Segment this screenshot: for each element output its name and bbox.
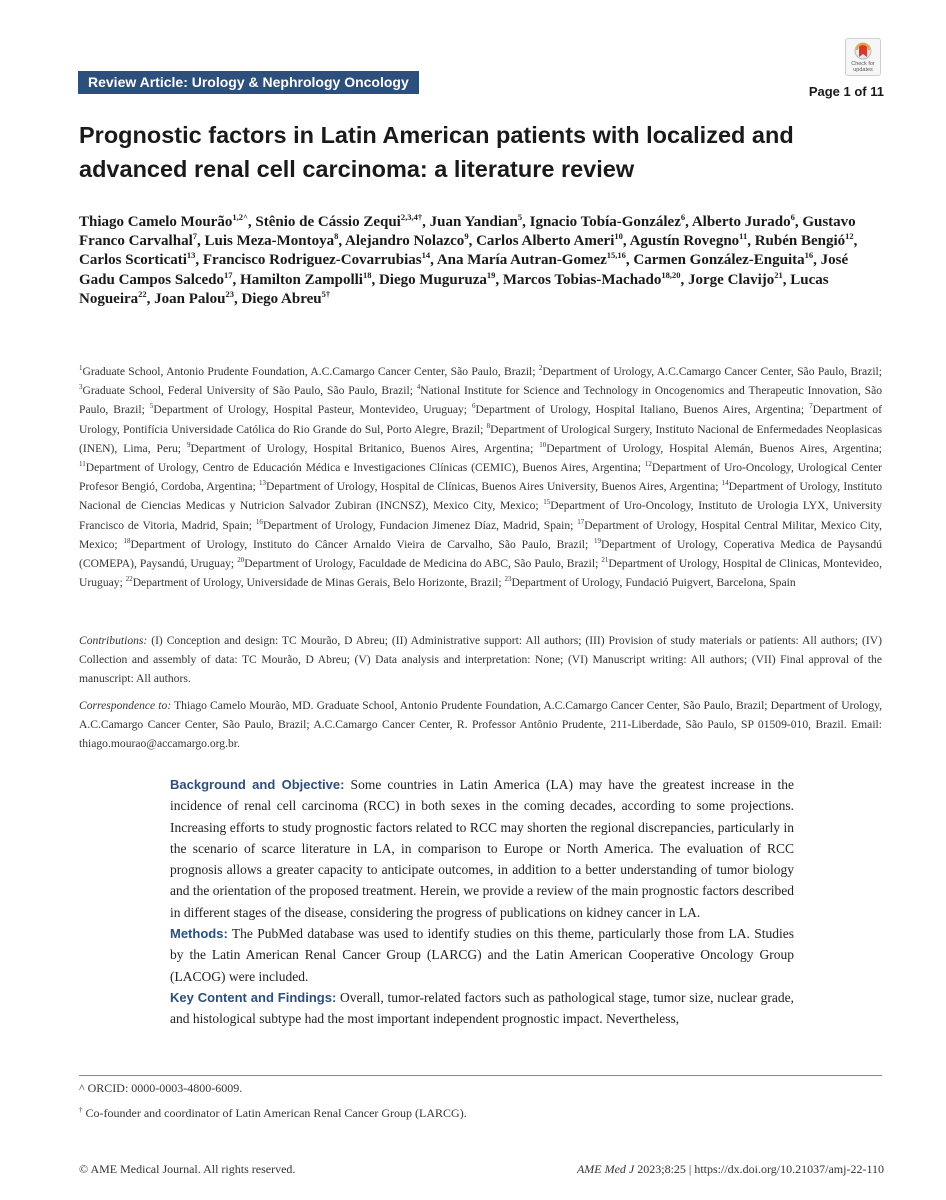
affiliation-text: Department of Urology, Hospital Alemán, Buenos Aires, Argentina; — [546, 441, 883, 455]
affiliation-text: Department of Urology, Pontifícia Universidade Católica do Rio Grande do Sul, Porto Alegre, Brazil; — [79, 403, 882, 436]
author-affiliation-marker: 22 — [138, 288, 147, 299]
affiliation-number: 12 — [644, 460, 652, 469]
author-name: Juan Yandian — [429, 214, 518, 230]
affiliation-number: 10 — [539, 440, 547, 449]
article-title: Prognostic factors in Latin American patients with localized and advanced renal cell carcinoma: a literature review — [79, 122, 794, 182]
abstract-methods — [170, 923, 794, 987]
author-affiliation-marker: 14 — [421, 250, 431, 261]
contributions — [79, 631, 882, 689]
methods-heading: Methods: — [170, 926, 228, 942]
author-name: Diego Muguruza — [378, 271, 487, 288]
author-affiliation-marker: 18 — [362, 269, 372, 280]
affiliation-text: Department of Urology, Instituto do Câncer Arnaldo Vieira de Carvalho, São Paulo, Brazil; — [130, 537, 595, 551]
author-name: Alberto Jurado — [691, 214, 791, 230]
check-for-updates-badge[interactable] — [845, 38, 881, 76]
check-for-updates-label: Check for updates — [851, 61, 875, 73]
affiliation-number: 3 — [79, 383, 83, 392]
bookmark-check-icon — [854, 42, 872, 60]
affiliation-text: Department of Urology, Fundació Puigvert, Barcelona, Spain — [511, 576, 796, 590]
affiliation-number: 13 — [258, 479, 266, 488]
abstract — [170, 774, 794, 1030]
affiliation-number: 23 — [504, 575, 512, 584]
author-name: Carlos Scorticati — [79, 252, 187, 269]
author-list: Thiago Camelo Mourão$^{1,2\^{}}$, Stênio de Cássio Zequi$^{2,3,4\dagger}$, Juan Yandian$^5$, Ignacio Tobía-González$^6$, Alberto Jurado$^6$, Gustavo Franco Carvalhal$^7$, Luis Meza-Montoya$^8$, Alejandro Nolazco$^9$, Carlos Alberto Ameri$^{10}$, Agustín Rovegno$^{11}$, Rubén Bengió$^{12}$, Carlos Scorticati$^{13}$, Francisco Rodriguez-Covarrubias$^{14}$, Ana María Autran-Gomez$^{15,16}$, Carmen González-Enguita$^{16}$, José Gadu Campos Salcedo$^{17}$, Hamilton Zampolli$^{18}$, Diego Muguruza$^{19}$, Marcos Tobias-Machado$^{18,20}$, Jorge Clavijo$^{21}$, Lucas Nogueira$^{22}$, Joan Palou$^{23}$, Diego Abreu$^{5\dagger}$ — [79, 212, 858, 307]
author-name: Agustín Rovegno — [629, 233, 740, 250]
affiliation-text: Department of Urology, Hospital Central Militar, Mexico City, Mexico; — [79, 518, 882, 551]
author-name: Hamilton Zampolli — [240, 271, 363, 288]
affiliation-number: 22 — [125, 575, 133, 584]
correspondence-text: Thiago Camelo Mourão, MD. Graduate School, Antonio Prudente Foundation, A.C.Camargo Cancer Center, São Paulo, Brazil; Department of Urology, A.C.Camargo Cancer Center, São Paulo, Brazil; A.C.Camargo Cancer Center, R. Professor Antônio Prudente, 211-Liberdade, São Paulo, SP 01509-010, Brazil. Email: thiago.mourao@accamargo.org.br. — [79, 699, 883, 751]
footnote-divider — [79, 1075, 882, 1076]
author-affiliation-marker: 16 — [804, 250, 814, 261]
correspondence-label: Correspondence to: — [79, 699, 172, 712]
copyright-notice: © AME Medical Journal. All rights reserved. — [79, 1162, 296, 1176]
cofounder-text: Co-founder and coordinator of Latin American Renal Cancer Group (LARCG). — [82, 1106, 467, 1120]
correspondence — [79, 696, 882, 754]
author-affiliation-marker: 21 — [774, 269, 783, 280]
key-findings-text: Overall, tumor-related factors such as pathological stage, tumor size, nuclear grade, and histological subtype had the most important independent prognostic impact. Nevertheless, — [170, 989, 794, 1027]
cofounder-footnote — [79, 1102, 467, 1121]
dagger-mark: † — [79, 1106, 83, 1114]
affiliation-text: Department of Urology, Hospital de Clínicas, Buenos Aires University, Buenos Aires, Argentina; — [265, 480, 722, 494]
author-name: Stênio de Cássio Zequi — [255, 214, 401, 230]
author-affiliation-marker: 18,20 — [661, 269, 681, 280]
author-affiliation-marker: 13 — [186, 250, 196, 261]
affiliations — [79, 362, 882, 592]
affiliation-number: 17 — [577, 517, 585, 526]
author-affiliation-marker: 17 — [224, 269, 233, 280]
author-affiliation-marker: 8 — [334, 231, 339, 242]
affiliation-text: Department of Urology, Hospital Britanico, Buenos Aires, Argentina; — [190, 441, 540, 455]
affiliation-text: Department of Uro-Oncology, Instituto de Urologia LYX, University Francisco de Vitoria, Madrid, Spain; — [79, 499, 882, 532]
affiliation-number: 6 — [472, 402, 476, 411]
affiliation-number: 15 — [543, 498, 551, 507]
author-affiliation-marker: 7 — [192, 231, 197, 242]
author-affiliation-marker: 12 — [845, 231, 854, 242]
author-name: Alejandro Nolazco — [345, 233, 465, 250]
abstract-key-findings — [170, 987, 794, 1030]
affiliation-text: Department of Urological Surgery, Instituto Nacional de Enfermedades Neoplasicas (INEN), Lima, Peru; — [79, 422, 882, 455]
author-affiliation-marker: 6 — [680, 212, 686, 222]
key-findings-heading: Key Content and Findings: — [170, 989, 337, 1005]
author-affiliation-marker: 15,16 — [606, 250, 626, 261]
contributions-label: Contributions: — [79, 634, 148, 647]
affiliation-text: Department of Urology, Centro de Educación Médica e Investigaciones Clínicas (CEMIC), Buenos Aires, Argentina; — [85, 461, 645, 475]
affiliation-number: 7 — [809, 402, 813, 411]
author-name: Thiago Camelo Mourão — [79, 214, 233, 230]
affiliation-text: National Institute for Science and Technology in Oncogenomics and Therapeutic Innovation, São Paulo, Brazil; — [79, 384, 883, 417]
author-affiliation-marker: 19 — [486, 269, 496, 280]
background-text: Some countries in Latin America (LA) may have the greatest increase in the incidence of renal cell carcinoma (RCC) in both sexes in the coming decades, according to some projections. Increasing efforts to study prognostic factors related to RCC may shorten the regional discrepancies, particularly in the scenario of scarce literature in LA, in comparison to Europe or North America. The evaluation of RCC prognosis allows a greater capacity to anticipate outcomes, in addition to a better understanding of tumor biology and the orientation of the proposed treatment. Herein, we provide a review of the main prognostic factors described in different stages of the disease, considering the progress of publications on kidney cancer in LA. — [170, 777, 794, 920]
author-name: Carmen González-Enguita — [633, 252, 805, 269]
affiliation-number: 2 — [538, 364, 543, 373]
affiliation-text: Department of Urology, Hospital de Clinicas, Montevideo, Uruguay; — [79, 557, 882, 590]
affiliation-text: Graduate School, Federal University of São Paulo, São Paulo, Brazil; — [82, 384, 417, 398]
citation — [577, 1162, 884, 1177]
affiliation-number: 11 — [79, 460, 86, 469]
affiliation-text: Department of Urology, Universidade de Minas Gerais, Belo Horizonte, Brazil; — [132, 576, 505, 590]
affiliation-text: Department of Urology, Instituto Nacional de Ciencias Medicas y Nutricion Salvador Zubiran (INCNSZ), Mexico City, Mexico; — [79, 480, 882, 513]
page-number: Page 1 of 11 — [808, 84, 884, 99]
journal-name: AME Med J — [576, 1162, 635, 1176]
affiliation-number: 8 — [486, 421, 491, 430]
author-name: Carlos Alberto Ameri — [476, 233, 615, 250]
author-name: Rubén Bengió — [754, 233, 846, 250]
affiliation-number: 4 — [416, 383, 421, 392]
author-name: Lucas Nogueira — [79, 271, 829, 307]
affiliation-number: 5 — [149, 402, 154, 411]
author-name: Jorge Clavijo — [688, 271, 775, 288]
author-affiliation-marker: 5† — [321, 288, 331, 299]
author-affiliation-marker: 11 — [739, 231, 748, 242]
author-name: Diego Abreu — [241, 290, 322, 307]
background-heading: Background and Objective: — [170, 777, 345, 792]
affiliation-number: 21 — [601, 556, 609, 565]
citation-doi[interactable]: 2023;8:25 | https://dx.doi.org/10.21037/amj-22-110 — [634, 1162, 884, 1176]
methods-text: The PubMed database was used to identify studies on this theme, particularly those from LA. Studies by the Latin American Renal Cancer Group (LARCG) and the Latin American Cooperative Oncology Group (LACOG) were included. — [170, 926, 794, 984]
author-affiliation-marker: 9 — [464, 231, 469, 242]
author-affiliation-marker: 6 — [790, 212, 795, 222]
author-name: Luis Meza-Montoya — [204, 233, 335, 250]
affiliation-text: Department of Urology, Coperativa Medica de Paysandú (COMEPA), Paysandú, Uruguay; — [79, 537, 882, 571]
affiliation-number: 14 — [721, 479, 729, 488]
author-name: Ana María Autran-Gomez — [436, 252, 607, 269]
author-affiliation-marker: 23 — [225, 288, 234, 299]
author-affiliation-marker: 5 — [517, 212, 523, 222]
affiliation-text: Department of Urology, A.C.Camargo Cancer Center, São Paulo, Brazil; — [542, 365, 882, 378]
orcid-footnote: ^ ORCID: 0000-0003-4800-6009. — [79, 1081, 243, 1095]
author-name: José Gadu Campos Salcedo — [79, 252, 849, 288]
affiliation-number: 16 — [255, 517, 263, 526]
affiliation-number: 18 — [123, 536, 131, 545]
affiliation-number: 1 — [79, 364, 83, 373]
abstract-background — [170, 774, 794, 923]
affiliation-text: Department of Urology, Fundacion Jimenez Díaz, Madrid, Spain; — [262, 518, 578, 532]
author-affiliation-marker: 2,3,4† — [400, 212, 423, 222]
affiliation-number: 20 — [237, 556, 245, 565]
author-name: Ignacio Tobía-González — [529, 214, 681, 230]
affiliation-text: Department of Urology, Hospital Italiano, Buenos Aires, Argentina; — [475, 403, 810, 417]
affiliation-text: Graduate School, Antonio Prudente Foundation, A.C.Camargo Cancer Center, São Paulo, Brazil; — [82, 365, 539, 378]
affiliation-number: 19 — [594, 536, 602, 545]
author-affiliation-marker: 1,2^ — [232, 212, 248, 222]
affiliation-number: 9 — [186, 440, 191, 449]
author-name: Marcos Tobias-Machado — [502, 271, 662, 288]
author-name: Gustavo Franco Carvalhal — [79, 214, 856, 250]
author-name: Joan Palou — [154, 290, 226, 307]
author-name: Francisco Rodriguez-Covarrubias — [202, 252, 422, 269]
affiliation-text: Department of Urology, Faculdade de Medicina do ABC, São Paulo, Brazil; — [244, 557, 602, 571]
contributions-text: (I) Conception and design: TC Mourão, D Abreu; (II) Administrative support: All authors; (III) Provision of study materials or patients: All authors; (IV) Collection and assembly of data: TC Mourão, D Abreu; (V) Data analysis and interpretation: None; (VI) Manuscript writing: All authors; (VII) Final approval of the manuscript: All authors. — [79, 634, 882, 686]
author-affiliation-marker: 10 — [614, 231, 623, 242]
affiliation-text: Department of Uro-Oncology, Urological Center Profesor Bengió, Cordoba, Argentina; — [79, 461, 882, 494]
affiliation-text: Department of Urology, Hospital Pasteur, Montevideo, Uruguay; — [153, 403, 473, 417]
article-type-banner: Review Article: Urology & Nephrology Oncology — [78, 71, 419, 94]
